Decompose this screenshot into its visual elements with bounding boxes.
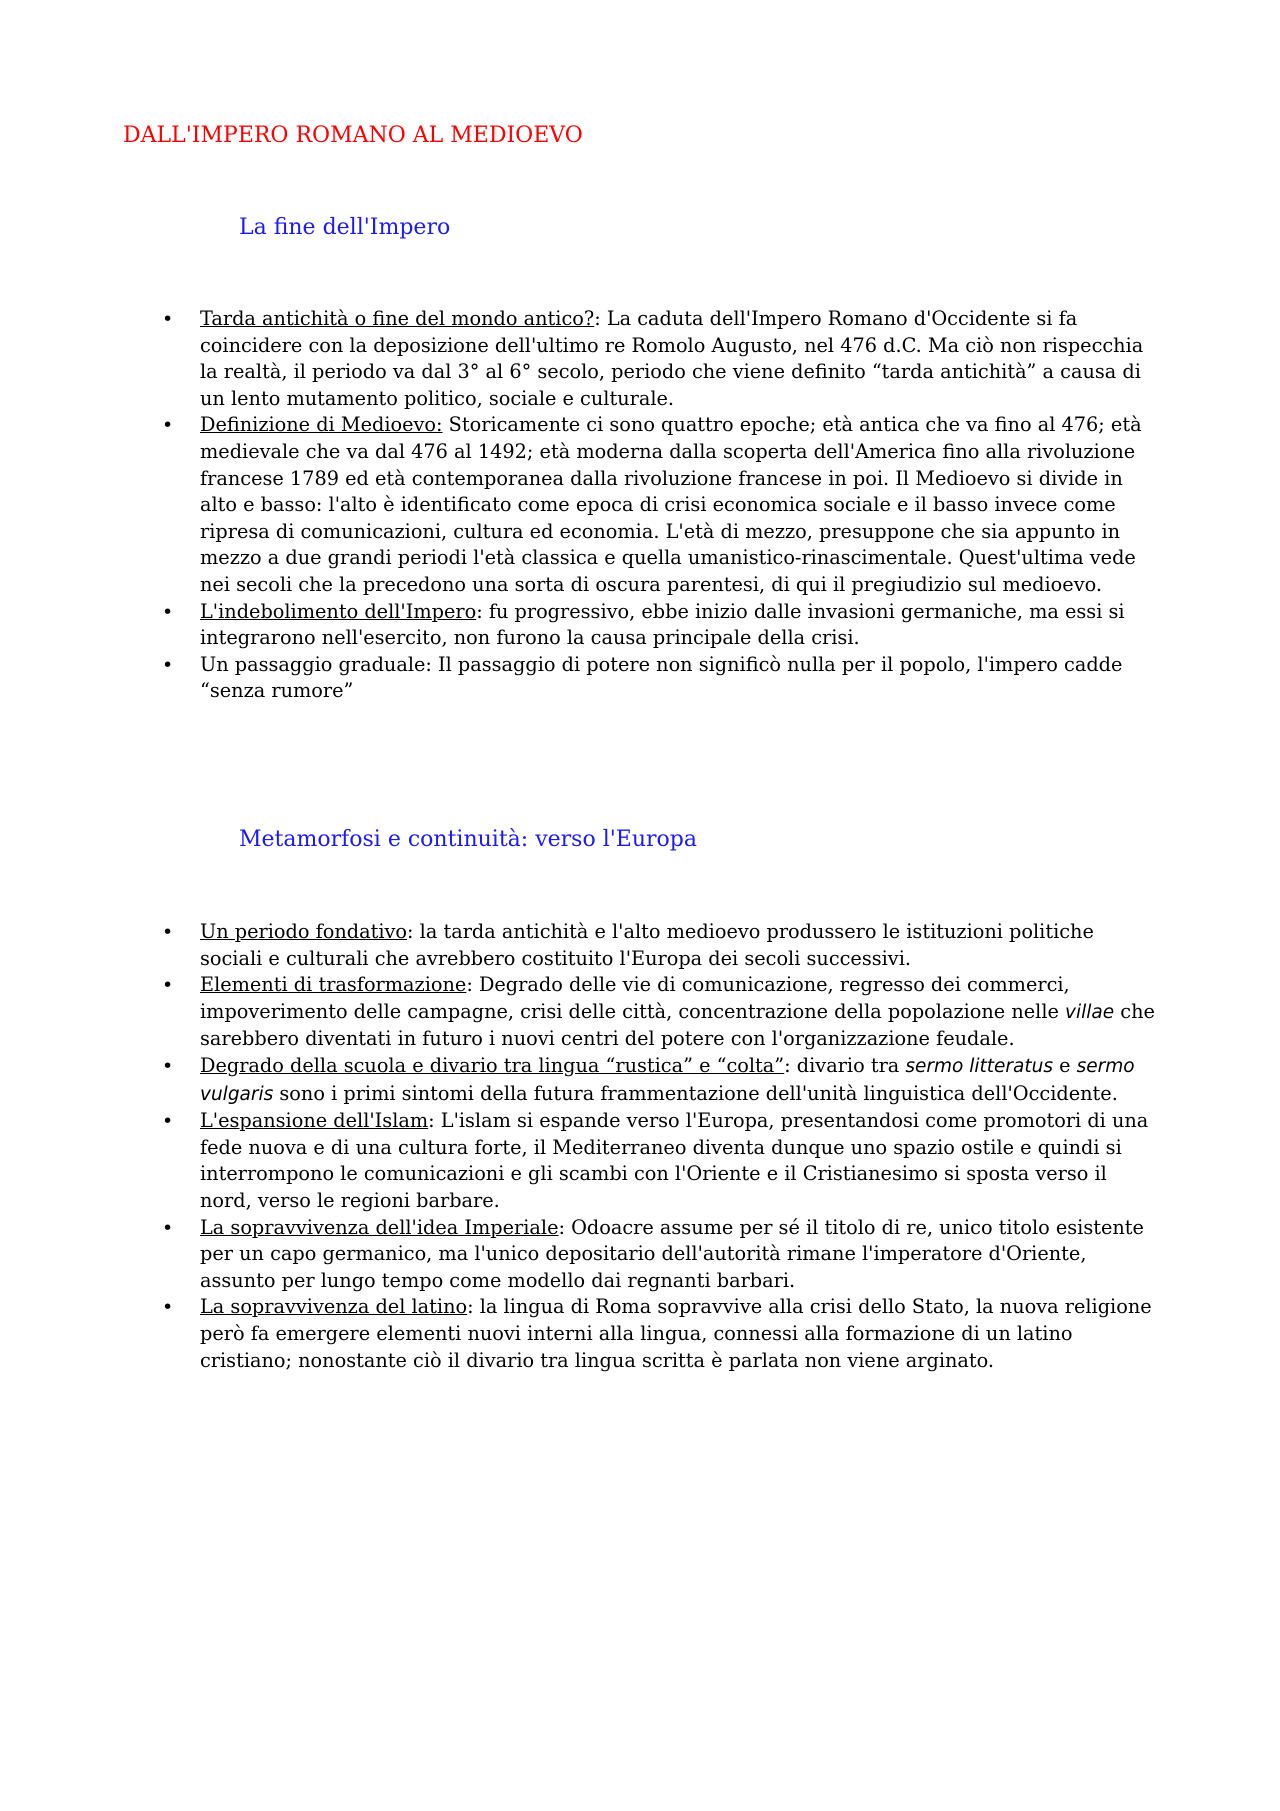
item-text: Storicamente ci sono quattro epoche; età antica che va fino al 476; età medievale che va dal 476 al 1492; età moderna dalla scoperta dell'America fino alla rivoluzione francese 1789 ed età contemporanea dalla rivoluzione francese in poi. Il Medioevo si divide in alto e basso: l'alto è identificato come epoca di crisi economica sociale e il basso invece come ripresa di comunicazioni, cultura ed economia. L'età di mezzo, presuppone che sia appunto in mezzo a due grandi periodi l'età classica e quella umanistico-rinascimentale. Quest'ultima vede nei secoli che la precedono una sorta di oscura parentesi, di qui il pregiudizio sul medioevo. [200, 413, 1142, 596]
bullet-list-fine-impero [0, 306, 1280, 705]
list-item [0, 1215, 1160, 1295]
list-item [0, 306, 1160, 412]
item-text: : fu progressivo, ebbe inizio dalle invasioni germaniche, ma essi si integrarono nell'esercito, non furono la causa principale della crisi. [200, 599, 1125, 650]
item-text: che sarebbero diventati in futuro i nuovi centri del potere con l'organizzazione feudale. [200, 999, 1155, 1051]
item-text: : la lingua di Roma sopravvive alla crisi dello Stato, la nuova religione però fa emergere elementi nuovi interni alla lingua, connessi alla formazione di un latino cristiano; nonostante ciò il divario tra lingua scritta è parlata non viene arginato. [200, 1295, 1152, 1372]
section-heading-fine-impero: La fine dell'Impero [239, 215, 451, 240]
section-heading-metamorfosi: Metamorfosi e continuità: verso l'Europa [239, 827, 697, 852]
item-italic: sermo litteratus [905, 1055, 1053, 1077]
bullet-icon: • [162, 414, 174, 437]
list-item [0, 1053, 1160, 1108]
list-item [0, 919, 1160, 972]
item-text: : L'islam si espande verso l'Europa, presentandosi come promotori di una fede nuova e di una cultura forte, il Mediterraneo diventa dunque uno spazio ostile e quindi si interrompono le comunicazioni e gli scambi con l'Oriente e il Cristianesimo si sposta verso il nord, verso le regioni barbare. [200, 1109, 1149, 1212]
item-text: sono i primi sintomi della futura frammentazione dell'unità linguistica dell'Occidente. [273, 1081, 1118, 1105]
bullet-icon: • [162, 921, 174, 943]
bullet-icon: • [162, 1054, 174, 1077]
bullet-list-metamorfosi [0, 919, 1280, 1374]
bullet-icon: • [162, 1216, 174, 1239]
item-term: Un periodo fondativo [200, 920, 408, 943]
list-item [0, 1294, 1160, 1374]
bullet-icon: • [162, 308, 174, 330]
list-item [0, 652, 1160, 705]
item-term: Tarda antichità o fine del mondo antico? [200, 307, 595, 330]
bullet-icon: • [162, 600, 174, 623]
item-term: La sopravvivenza dell'idea Imperiale [200, 1215, 559, 1239]
bullet-icon: • [162, 1110, 174, 1133]
item-text: : divario tra [784, 1053, 906, 1077]
item-term: L'indebolimento dell'Impero [200, 599, 477, 623]
item-text: Un passaggio graduale: Il passaggio di potere non significò nulla per il popolo, l'impero cadde “senza rumore” [200, 652, 1123, 703]
item-text: : la tarda antichità e l'alto medioevo produssero le istituzioni politiche sociali e culturali che avrebbero costituito l'Europa dei secoli successivi. [200, 920, 1094, 970]
bullet-icon: • [162, 974, 174, 997]
item-text: : Odoacre assume per sé il titolo di re, unico titolo esistente per un capo germanico, ma l'unico depositario dell'autorità rimane l'imperatore d'Oriente, assunto per lungo tempo come modello dai regnanti barbari. [200, 1215, 1144, 1292]
item-term: Degrado della scuola e divario tra lingua “rustica” e “colta” [200, 1053, 785, 1077]
list-item [0, 972, 1160, 1053]
item-italic: sermo vulgaris [200, 1055, 1135, 1105]
list-item [0, 599, 1160, 652]
bullet-icon: • [162, 653, 174, 676]
list-item [0, 412, 1160, 598]
list-item [0, 1108, 1160, 1214]
item-term: Elementi di trasformazione [200, 973, 467, 997]
item-text: : La caduta dell'Impero Romano d'Occidente si fa coincidere con la deposizione dell'ultimo re Romolo Augusto, nel 476 d.C. Ma ciò non rispecchia la realtà, il periodo va dal 3° al 6° secolo, periodo che viene definito “tarda antichità” a causa di un lento mutamento politico, sociale e culturale. [200, 307, 1144, 410]
item-term: Definizione di Medioevo: [200, 413, 443, 437]
item-text: e [1052, 1053, 1077, 1077]
item-italic: villae [1065, 1001, 1115, 1023]
page-title: DALL'IMPERO ROMANO AL MEDIOEVO [123, 123, 583, 148]
bullet-icon: • [162, 1296, 174, 1319]
item-text: : Degrado delle vie di comunicazione, regresso dei commerci, impoverimento delle campagne, crisi delle città, concentrazione della popolazione nelle [200, 973, 1070, 1023]
item-term: La sopravvivenza del latino [200, 1295, 468, 1319]
item-term: L'espansione dell'Islam [200, 1109, 429, 1133]
